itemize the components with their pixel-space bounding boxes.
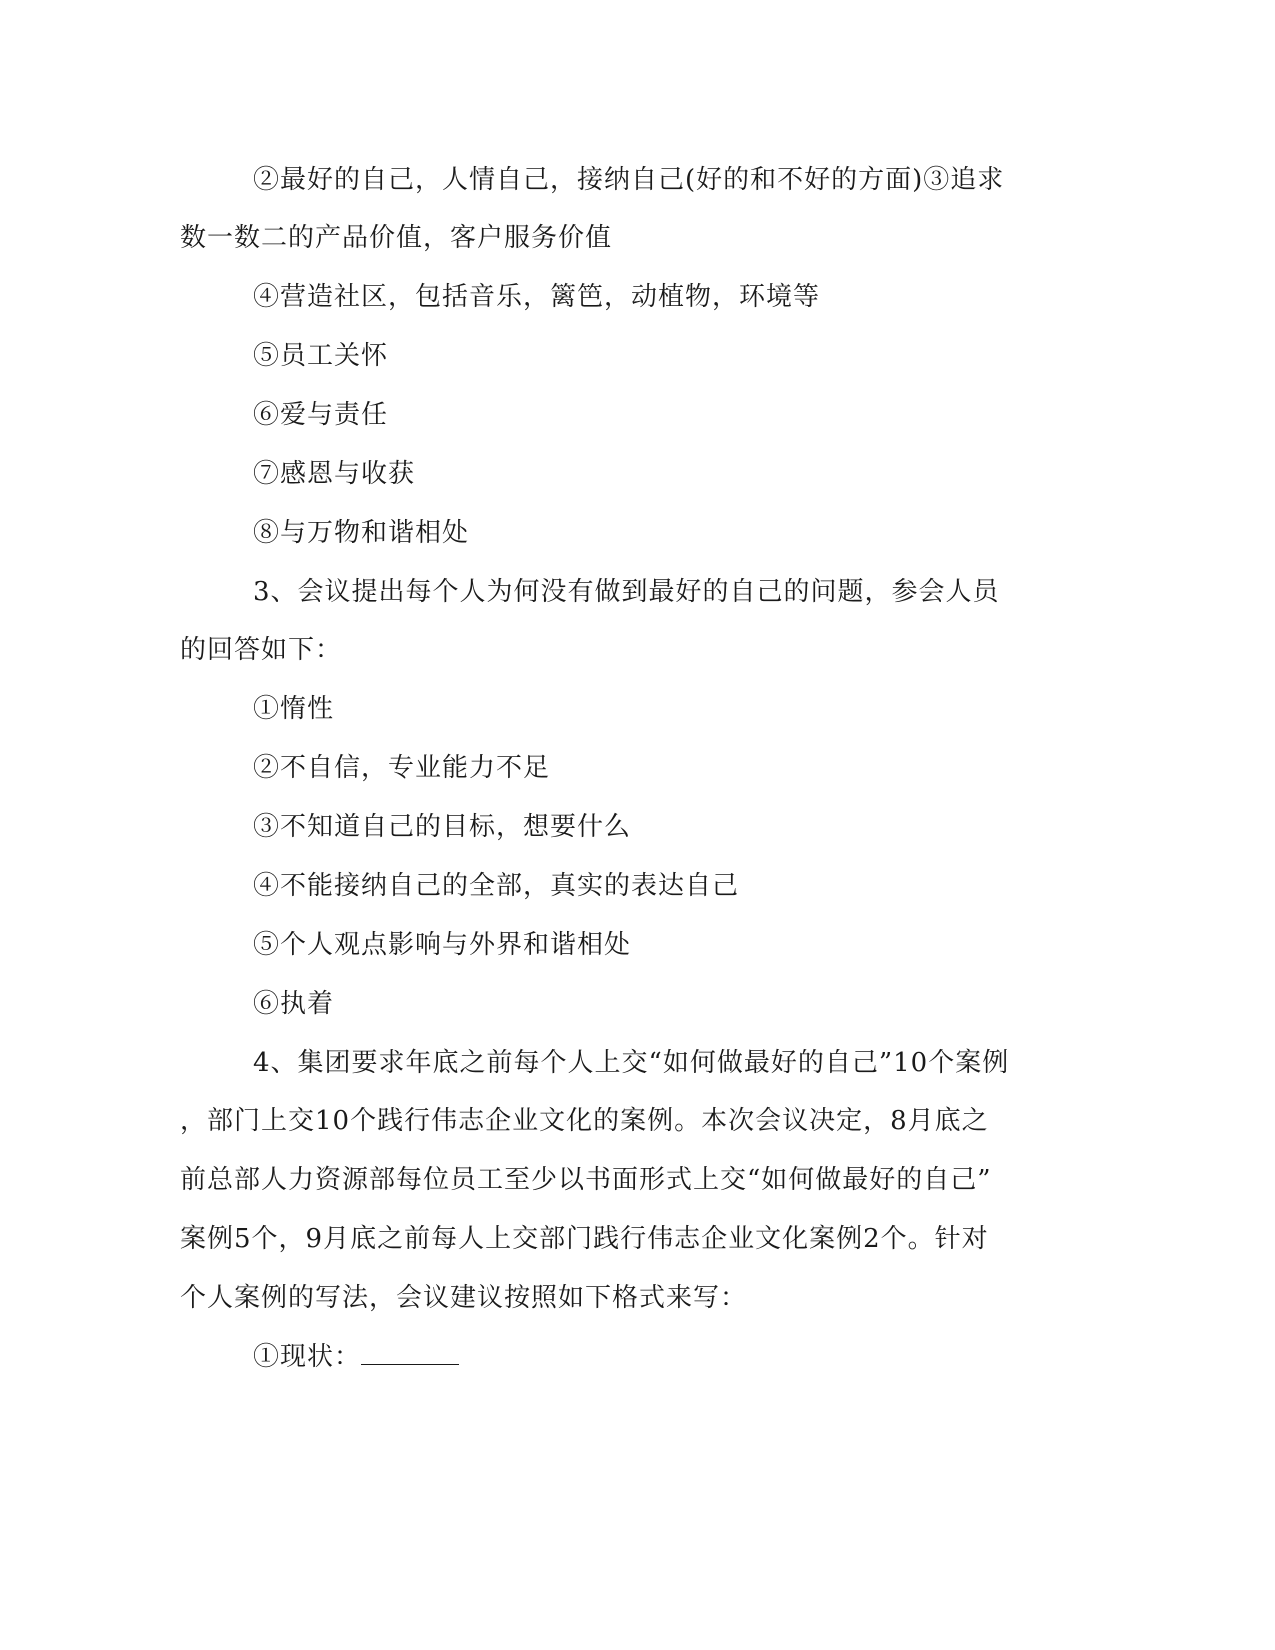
paragraph-line: 前总部人力资源部每位员工至少以书面形式上交“如何做最好的自己” [180,1165,992,1195]
paragraph-line: ②最好的自己，人情自己，接纳自己(好的和不好的方面)③追求 [253,165,1005,195]
paragraph-line: ④营造社区，包括音乐，篱笆，动植物，环境等 [253,282,821,312]
list-item: ⑥执着 [253,989,335,1019]
paragraph-line: 数一数二的产品价值，客户服务价值 [180,223,613,253]
list-item: ⑧与万物和谐相处 [253,518,470,548]
list-item: ⑤个人观点影响与外界和谐相处 [253,930,632,960]
paragraph-line: 4、集团要求年底之前每个人上交“如何做最好的自己”10个案例 [253,1048,1010,1078]
list-item: ⑤员工关怀 [253,341,389,371]
paragraph-line: 个人案例的写法，会议建议按照如下格式来写： [180,1283,748,1313]
list-item: ⑥爱与责任 [253,400,389,430]
list-item: ①惰性 [253,694,335,724]
fill-in-blank [361,1338,459,1365]
paragraph-line: 3、会议提出每个人为何没有做到最好的自己的问题，参会人员 [253,577,1000,607]
list-item-label: ①现状： [253,1342,362,1372]
list-item: ④不能接纳自己的全部，真实的表达自己 [253,871,740,901]
paragraph-line: 案例5个，9月底之前每人上交部门践行伟志企业文化案例2个。针对 [180,1224,989,1254]
list-item: ③不知道自己的目标，想要什么 [253,812,632,842]
paragraph-line: ，部门上交10个践行伟志企业文化的案例。本次会议决定，8月底之 [180,1106,989,1136]
list-item-with-blank [0,1337,1275,1377]
list-item: ②不自信，专业能力不足 [253,753,551,783]
list-item: ⑦感恩与收获 [253,459,416,489]
paragraph-line: 的回答如下： [180,635,343,665]
